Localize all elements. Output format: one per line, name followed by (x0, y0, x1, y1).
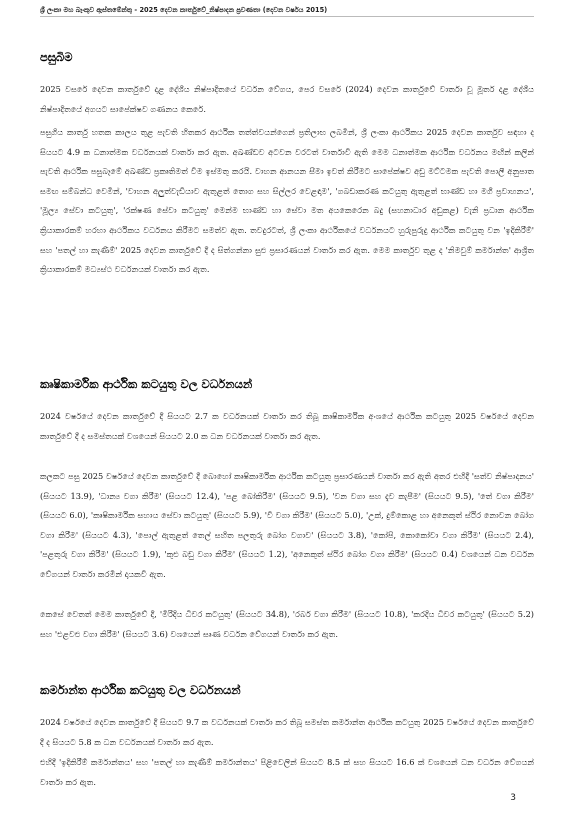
paragraph-agriculture-decline: කෙසේ වෙතත් මෙම කාර්තුවේ දී, 'මිරිදිය ධීවර කටයුතු' (සියයට 34.8), 'රබර් වගා කිරීම' (සියයට 10.8), 'කරදිය ධීවර කටයුතු' (සියයට 5.2) සහ 'එළවළු වගා කිරීම' (සියයට 3.6) වශයෙන් සෘණ වර්ධන වේගයන් වාර්තා කර ඇත. (40, 609, 534, 639)
section-heading-agriculture: කෘෂිකාර්මික ආර්ථික කටයුතු වල වර්ධනයන් (40, 377, 253, 391)
header-rule (40, 16, 534, 17)
paragraph-agriculture-summary: 2024 වර්ෂයේ දෙවන කාර්තුවේ දී සියයට 2.7 ක වර්ධනයක් වාර්තා කර තිබූ කෘෂිකාර්මික අංශයේ ආර්ථික කටයුතු 2025 වර්ෂයේ දෙවන කාර්තුවේ දී ද සමස්තයක් වශයෙන් සියයට 2.0 ක ධන වර්ධනයක් වාර්තා කර ඇත. (40, 411, 534, 441)
page-number: 3 (510, 793, 516, 803)
section-heading-background: පසුබිම (40, 50, 73, 64)
paragraph-agriculture-growth: කලකට පසු 2025 වර්ෂයේ දෙවන කාර්තුවේ දී බොහෝ කෘෂිකාර්මික ආර්ථික කටයුතු ප්‍රසාරණයන් වාර්තා කර ඇති අතර එහිදී 'සත්ව නිෂ්පාදනය' (සියයට 13.9), 'ධාන්‍ය වගා කිරීම' (සියයට 12.4), 'පළ බෝකිරීම' (සියයට 9.5), 'වන වගා සහ දැව කැපීම' (සියයට 9.5), 'තේ වගා කිරීම' (සියයට 6.0), 'කෘෂිකාර්මික සහාය සේවා කටයුතු' (සියයට 5.9), 'වී වගා කිරීම' (සියයට 5.0), 'උක්, දුම්කොළ හා අනෙකුත් ස්ථිර නොවන බෝග වගා කිරීම' (සියයට 4.3), 'පොල් ඇතුළත් තෙල් සහිත පලතුරු බෝග වගාව' (සියයට 3.8), 'කෝපි, කොකෝවා වගා කිරීම' (සියයට 2.4), 'පළතුරු වගා කිරීම' (සියයට 1.9), 'කුළු බඩු වගා කිරීම' (සියයට 1.2), 'අනෙකුත් ස්ථිර බෝග වගා කිරීම' (සියයට 0.4) වශයෙන් ධන වර්ධන වේගයන් වාර්තා කරමින් දායකවී ඇත. (40, 471, 534, 579)
running-header: ශ්‍රී ලංකා මහ බැංකුව ඇස්තමේන්තු - 2025 දෙවන කාර්තුවේ_නිෂ්පාදන ප්‍රවණතා (දෙවන වර්ෂය 2015) (40, 6, 328, 14)
paragraph-background-intro: 2025 වසරේ දෙවන කාර්තුවේ දළ දේශීය නිෂ්පාදිතයේ වර්ධන වේගය, පෙර වසරේ (2024) දෙවන කාර්තුවේ වාර්තා වූ මූර්ත දළ දේශීය නිෂ්පාදිතයේ අගයට සාපේක්ෂව ගණනය කෙරේ. (40, 84, 534, 114)
paragraph-industry-detail: එහිදී 'ඉදිකිරීම් කර්මාන්තය' සහ 'පතල් හා කැණීම් කර්මාන්තය' පිළිවෙලින් සියයට 8.5 ක් සහ සියයට 16.6 ක් වශයෙන් ධන වර්ධන වේගයන් වාර්තා කර ඇත. (40, 757, 534, 787)
section-heading-industry: කර්මාන්ත ආර්ථික කටයුතු වල වර්ධනයන් (40, 683, 241, 697)
paragraph-background-main: පසුගිය කාර්තු හතක කාලය තුළ පැවති හිතකර ආර්ථික තත්ත්වයන්ගෙන් ප්‍රතිලාභ ලබමින්, ශ්‍රී ලංකා ආර්ථිකය 2025 දෙවන කාර්තුව සඳහා ද සියයට 4.9 ක ධනාත්මක වර්ධනයක් වාර්තා කර ඇත. අඛණ්ඩව අටවන වරටත් වාර්තාවී ඇති මෙම ධනාත්මක ආර්ථික වර්ධනය මඟින් කලින් පැවති ආර්ථික පසුබෑමේ අඛණ්ඩ ප්‍රකෘතිමත් වීම ඉස්මතු කරයි. වාහන ආනයන සීමා ඉවත් කිරීමට සාපේක්ෂව අඩු මට්ටමක පැවති පොලී අනුපාත සමඟ සම්බන්ධ වෙමින්, 'වාහන අලුත්වැඩියාව ඇතුළත් තොග සහ සිල්ලර වෙළඳාම', 'ගබඩාකරණ කටයුතු ඇතුළත් භාණ්ඩ හා මගී ප්‍රවාහනය', 'මූල්‍ය සේවා කටයුතු', 'රක්ෂණ සේවා කටයුතු' මෙන්ම භාණ්ඩ හා සේවා මත අයකෙරෙන බදු (සහනාධාර අඩුකළ) වැනි ප්‍රධාන ආර්ථික ක්‍රියාකාරකම් හරහා ආර්ථිකය වර්ධනය කිරීමට සමත්ව ඇත. තවදුරටත්, ශ්‍රී ලංකා ආර්ථිකයේ වර්ධනයට හුරුපුරුදු ආර්ථික කටයුතු වන 'ඉදිකිරීම්' සහ 'පතල් හා කැණීම්' 2025 දෙවන කාර්තුවේ දී ද සිත්ගන්නා සුළු ප්‍රසාරණයන් වාර්තා කර ඇත. මෙම කාර්තුව තුළ ද 'නිමවුම් කර්මාන්ත' ආශ්‍රිත ක්‍රියාකාරකම් මධ්‍යස්ථ වර්ධනයක් වාර්තා කර ඇත. (40, 127, 534, 275)
paragraph-industry-summary: 2024 වර්ෂයේ දෙවන කාර්තුවේ දී සියයට 9.7 ක වර්ධනයක් වාර්තා කර තිබූ සමස්ත කර්මාන්ත ආර්ථික කටයුතු 2025 වර්ෂයේ දෙවන කාර්තුවේ දී ද සියයට 5.8 ක ධන වර්ධනයක් වාර්තා කර ඇත. (40, 717, 534, 747)
